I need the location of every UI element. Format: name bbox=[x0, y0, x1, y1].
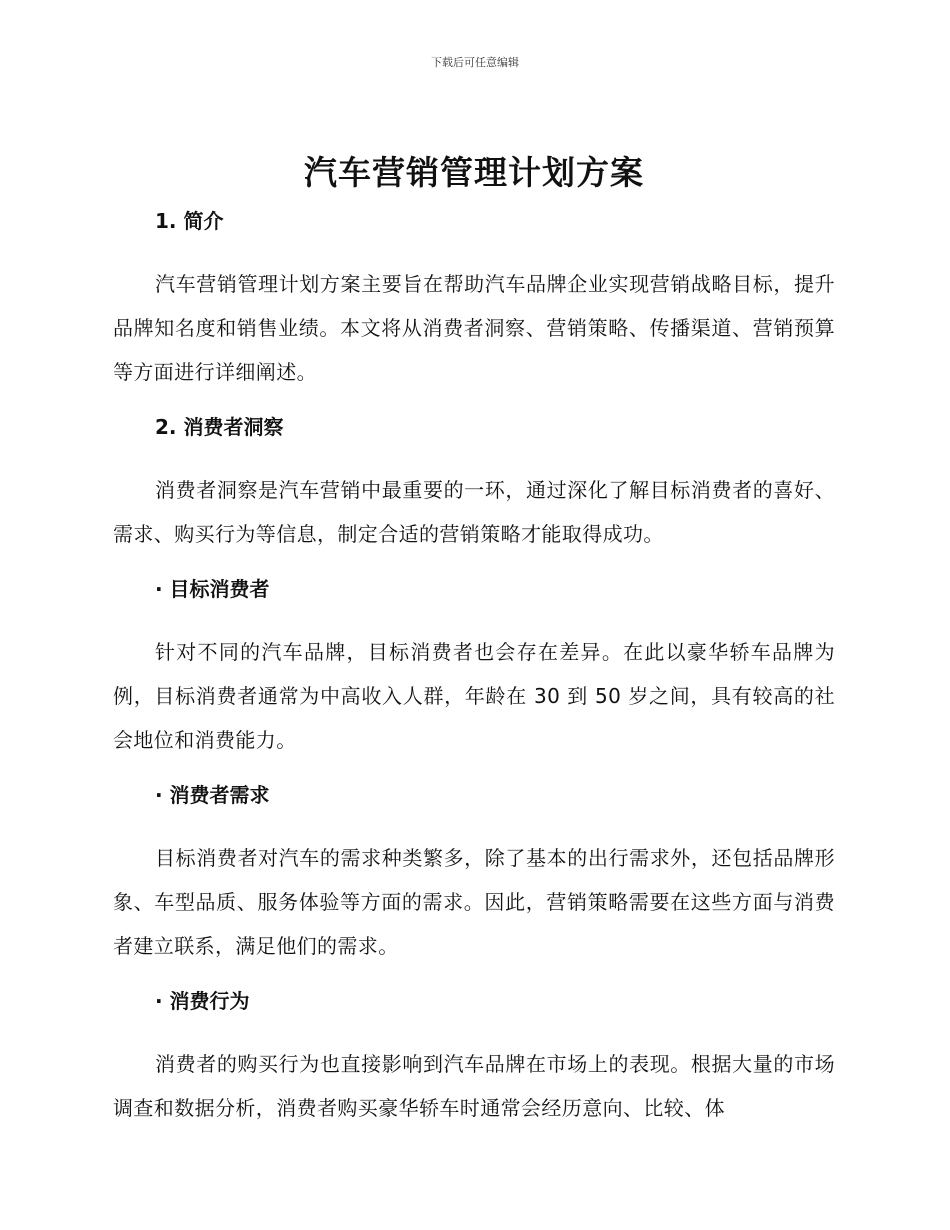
section-heading-intro: 1. 简介 bbox=[155, 209, 224, 233]
section-paragraph-intro: 汽车营销管理计划方案主要旨在帮助汽车品牌企业实现营销战略目标，提升品牌知名度和销售业绩。本文将从消费者洞察、营销策略、传播渠道、营销预算等方面进行详细阐述。 bbox=[113, 272, 835, 384]
section-heading-consumer-insight: 2. 消费者洞察 bbox=[155, 415, 284, 439]
page-header-note: 下载后可任意编辑 bbox=[431, 56, 519, 69]
section-paragraph-consumer-needs: 目标消费者对汽车的需求种类繁多，除了基本的出行需求外，还包括品牌形象、车型品质、服务体验等方面的需求。因此，营销策略需要在这些方面与消费者建立联系，满足他们的需求。 bbox=[113, 846, 835, 958]
document-title: 汽车营销管理计划方案 bbox=[304, 153, 644, 192]
section-paragraph-target-consumers: 针对不同的汽车品牌，目标消费者也会存在差异。在此以豪华轿车品牌为例，目标消费者通常为中高收入人群，年龄在 30 到 50 岁之间，具有较高的社会地位和消费能力。 bbox=[113, 640, 835, 752]
document-body bbox=[113, 148, 835, 1148]
section-heading-target-consumers: · 目标消费者 bbox=[155, 577, 270, 601]
section-paragraph-consumer-behavior: 消费者的购买行为也直接影响到汽车品牌在市场上的表现。根据大量的市场调查和数据分析，消费者购买豪华轿车时通常会经历意向、比较、体 bbox=[113, 1052, 835, 1120]
section-paragraph-consumer-insight: 消费者洞察是汽车营销中最重要的一环，通过深化了解目标消费者的喜好、需求、购买行为等信息，制定合适的营销策略才能取得成功。 bbox=[113, 478, 835, 546]
section-heading-consumer-behavior: · 消费行为 bbox=[155, 989, 250, 1013]
section-heading-consumer-needs: · 消费者需求 bbox=[155, 783, 270, 807]
